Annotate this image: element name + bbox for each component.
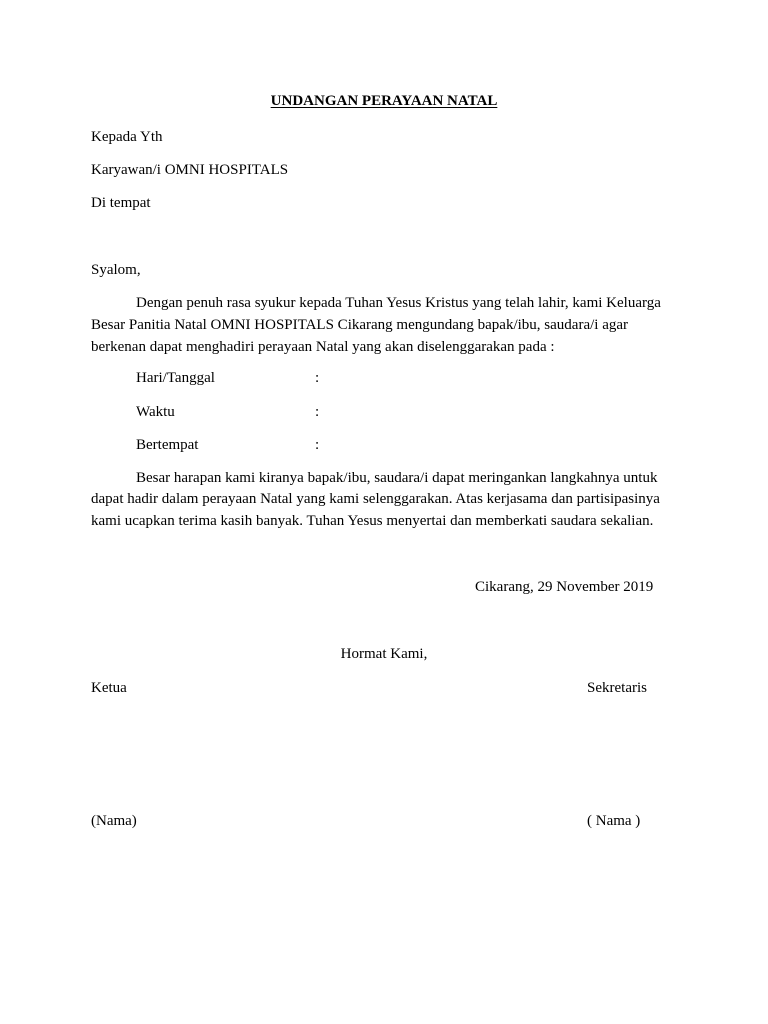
name-secretary: ( Nama ) bbox=[587, 813, 641, 829]
paragraph-2-line: dapat hadir dalam perayaan Natal yang kami selenggarakan. Atas kerjasama dan partisipasinya bbox=[91, 491, 660, 507]
paragraph-1-line: Dengan penuh rasa syukur kepada Tuhan Yesus Kristus yang telah lahir, kami Keluarga bbox=[136, 295, 661, 311]
detail-label-time: Waktu bbox=[136, 404, 175, 420]
name-chairman: (Nama) bbox=[91, 813, 137, 829]
recipient-line-2: Karyawan/i OMNI HOSPITALS bbox=[91, 162, 289, 178]
greeting: Syalom, bbox=[91, 262, 141, 278]
letter-title-text: UNDANGAN PERAYAAN NATAL bbox=[270, 93, 498, 109]
recipient-line-1: Kepada Yth bbox=[91, 129, 163, 145]
paragraph-1-line: Besar Panitia Natal OMNI HOSPITALS Cikarang mengundang bapak/ibu, saudara/i agar bbox=[91, 317, 629, 333]
letter-title bbox=[0, 92, 768, 110]
role-secretary: Sekretaris bbox=[587, 680, 647, 696]
detail-colon: : bbox=[315, 370, 320, 386]
paragraph-2-line: Besar harapan kami kiranya bapak/ibu, saudara/i dapat meringankan langkahnya untuk bbox=[136, 470, 658, 486]
paragraph-2-line: kami ucapkan terima kasih banyak. Tuhan Yesus menyertai dan memberkati saudara sekalian. bbox=[91, 513, 654, 529]
place-date: Cikarang, 29 November 2019 bbox=[475, 579, 654, 595]
detail-label-place: Bertempat bbox=[136, 437, 199, 453]
closing: Hormat Kami, bbox=[340, 646, 428, 662]
detail-colon: : bbox=[315, 404, 320, 420]
paragraph-1-line: berkenan dapat menghadiri perayaan Natal yang akan diselenggarakan pada : bbox=[91, 339, 555, 355]
role-chairman: Ketua bbox=[91, 680, 127, 696]
recipient-line-3: Di tempat bbox=[91, 195, 151, 211]
detail-colon: : bbox=[315, 437, 320, 453]
detail-label-date: Hari/Tanggal bbox=[136, 370, 215, 386]
